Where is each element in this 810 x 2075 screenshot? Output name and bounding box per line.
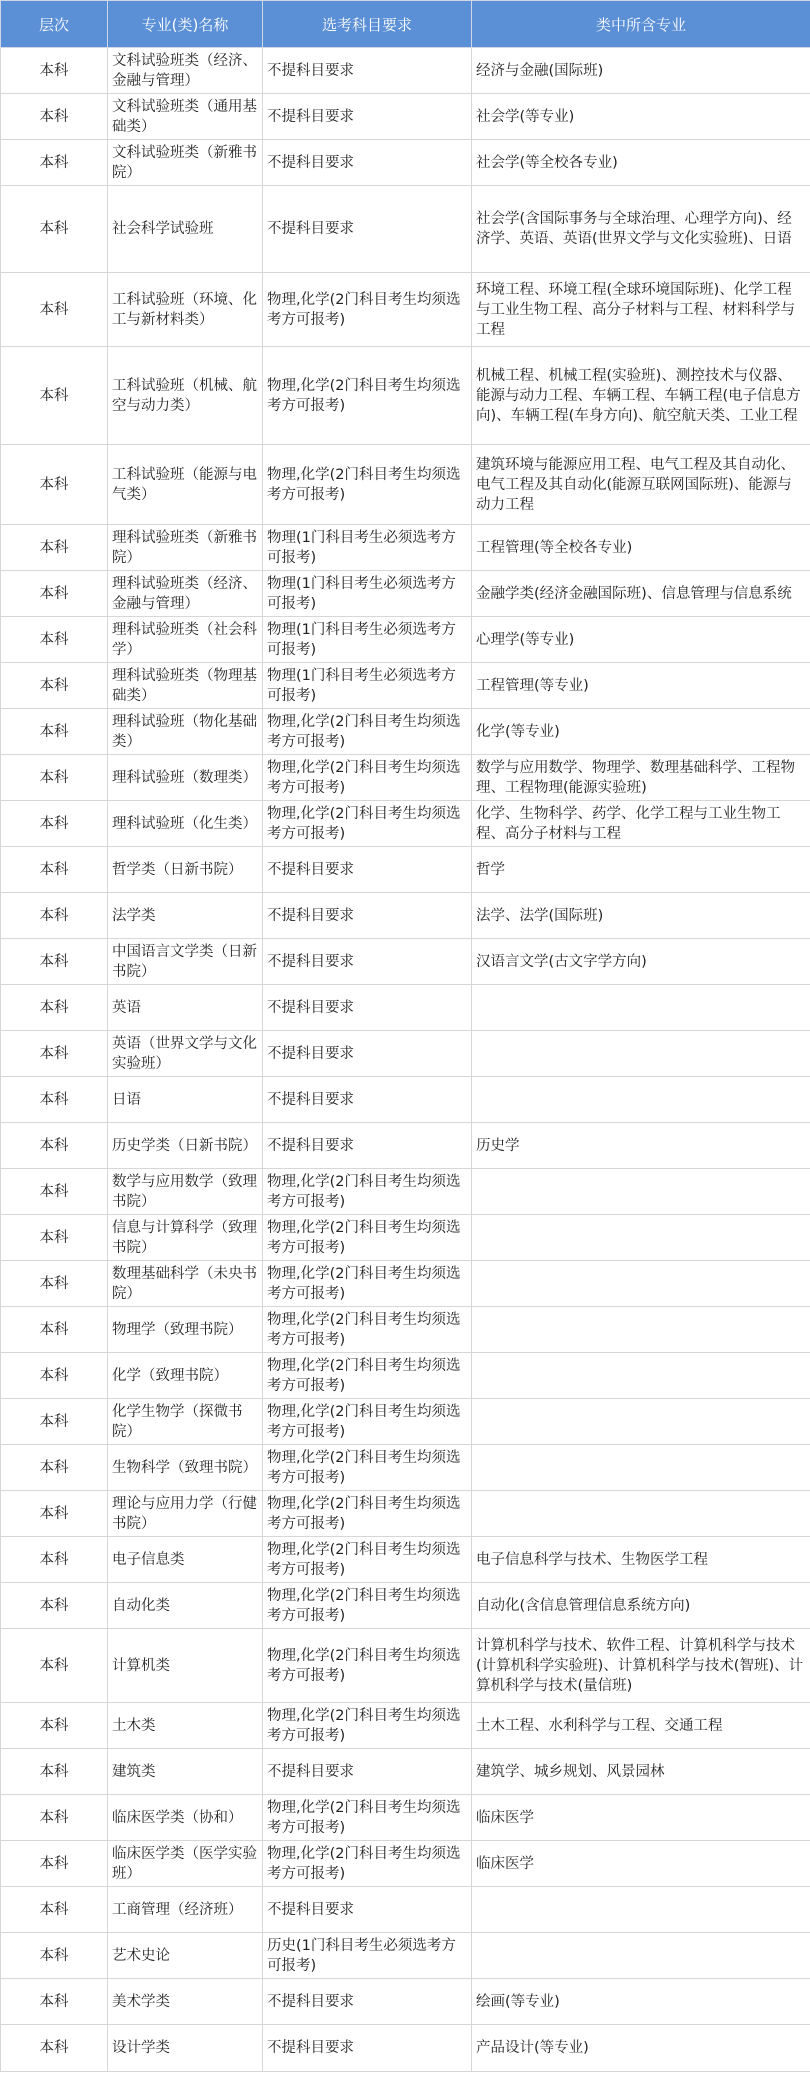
included-majors-cell: 产品设计(等专业) <box>472 2025 810 2072</box>
table-row <box>1 571 810 617</box>
subject-requirement-cell: 物理,化学(2门科目考生均须选考方可报考) <box>263 347 472 445</box>
major-name-cell: 工科试验班（环境、化工与新材料类） <box>108 273 263 347</box>
included-majors-cell: 自动化(含信息管理信息系统方向) <box>472 1583 810 1629</box>
subject-requirement-cell: 物理,化学(2门科目考生均须选考方可报考) <box>263 1629 472 1703</box>
included-majors-cell: 历史学 <box>472 1123 810 1169</box>
major-name-cell: 生物科学（致理书院） <box>108 1445 263 1491</box>
included-majors-cell <box>472 1353 810 1399</box>
table-row <box>1 1399 810 1445</box>
included-majors-cell: 化学、生物科学、药学、化学工程与工业生物工程、高分子材料与工程 <box>472 801 810 847</box>
included-majors-cell: 汉语言文学(古文字学方向) <box>472 939 810 985</box>
table-row <box>1 48 810 94</box>
major-name-cell: 理论与应用力学（行健书院） <box>108 1491 263 1537</box>
header-subject-requirement: 选考科目要求 <box>263 1 472 48</box>
subject-requirement-cell: 不提科目要求 <box>263 1123 472 1169</box>
level-cell: 本科 <box>1 525 108 571</box>
table-row <box>1 1795 810 1841</box>
table-row <box>1 1261 810 1307</box>
level-cell: 本科 <box>1 663 108 709</box>
subject-requirement-cell: 物理,化学(2门科目考生均须选考方可报考) <box>263 1583 472 1629</box>
level-cell: 本科 <box>1 347 108 445</box>
subject-requirement-cell: 物理,化学(2门科目考生均须选考方可报考) <box>263 1537 472 1583</box>
level-cell: 本科 <box>1 1399 108 1445</box>
level-cell: 本科 <box>1 985 108 1031</box>
included-majors-cell: 计算机科学与技术、软件工程、计算机科学与技术(计算机科学实验班)、计算机科学与技术(智班)、计算机科学与技术(量信班) <box>472 1629 810 1703</box>
level-cell: 本科 <box>1 1123 108 1169</box>
subject-requirement-cell: 物理,化学(2门科目考生均须选考方可报考) <box>263 1703 472 1749</box>
table-row <box>1 709 810 755</box>
major-name-cell: 美术学类 <box>108 1979 263 2025</box>
level-cell: 本科 <box>1 755 108 801</box>
included-majors-cell: 工程管理(等全校各专业) <box>472 525 810 571</box>
subject-requirement-cell: 不提科目要求 <box>263 1887 472 1933</box>
table-row <box>1 525 810 571</box>
table-row <box>1 273 810 347</box>
major-name-cell: 历史学类（日新书院） <box>108 1123 263 1169</box>
included-majors-cell <box>472 1215 810 1261</box>
level-cell: 本科 <box>1 140 108 186</box>
subject-requirement-cell: 物理,化学(2门科目考生均须选考方可报考) <box>263 801 472 847</box>
subject-requirement-cell: 物理(1门科目考生必须选考方可报考) <box>263 525 472 571</box>
included-majors-cell <box>472 1031 810 1077</box>
level-cell: 本科 <box>1 273 108 347</box>
included-majors-cell: 经济与金融(国际班) <box>472 48 810 94</box>
table-row <box>1 94 810 140</box>
table-row <box>1 1979 810 2025</box>
level-cell: 本科 <box>1 1887 108 1933</box>
table-row <box>1 1491 810 1537</box>
included-majors-cell <box>472 1399 810 1445</box>
level-cell: 本科 <box>1 1077 108 1123</box>
subject-requirement-cell: 不提科目要求 <box>263 186 472 273</box>
subject-requirement-cell: 物理,化学(2门科目考生均须选考方可报考) <box>263 1169 472 1215</box>
subject-requirement-cell: 不提科目要求 <box>263 48 472 94</box>
included-majors-cell: 建筑学、城乡规划、风景园林 <box>472 1749 810 1795</box>
table-row <box>1 755 810 801</box>
major-name-cell: 工商管理（经济班） <box>108 1887 263 1933</box>
level-cell: 本科 <box>1 801 108 847</box>
major-name-cell: 工科试验班（机械、航空与动力类） <box>108 347 263 445</box>
subject-requirement-cell: 物理,化学(2门科目考生均须选考方可报考) <box>263 1795 472 1841</box>
major-name-cell: 理科试验班类（物理基础类） <box>108 663 263 709</box>
table-row <box>1 1445 810 1491</box>
level-cell: 本科 <box>1 48 108 94</box>
major-name-cell: 临床医学类（协和） <box>108 1795 263 1841</box>
major-name-cell: 化学生物学（探微书院） <box>108 1399 263 1445</box>
subject-requirement-cell: 物理,化学(2门科目考生均须选考方可报考) <box>263 1215 472 1261</box>
level-cell: 本科 <box>1 186 108 273</box>
table-row <box>1 1169 810 1215</box>
major-name-cell: 数学与应用数学（致理书院） <box>108 1169 263 1215</box>
major-name-cell: 理科试验班（物化基础类） <box>108 709 263 755</box>
table-row <box>1 347 810 445</box>
level-cell: 本科 <box>1 1629 108 1703</box>
included-majors-cell: 法学、法学(国际班) <box>472 893 810 939</box>
subject-requirement-cell: 物理,化学(2门科目考生均须选考方可报考) <box>263 1445 472 1491</box>
table-row <box>1 186 810 273</box>
table-row <box>1 1215 810 1261</box>
level-cell: 本科 <box>1 1537 108 1583</box>
table-row <box>1 939 810 985</box>
included-majors-cell: 土木工程、水利科学与工程、交通工程 <box>472 1703 810 1749</box>
table-row <box>1 445 810 525</box>
major-name-cell: 哲学类（日新书院） <box>108 847 263 893</box>
table-row <box>1 1353 810 1399</box>
table-row <box>1 1583 810 1629</box>
included-majors-cell: 建筑环境与能源应用工程、电气工程及其自动化、电气工程及其自动化(能源互联网国际班)、能源与动力工程 <box>472 445 810 525</box>
major-name-cell: 文科试验班类（通用基础类） <box>108 94 263 140</box>
level-cell: 本科 <box>1 1749 108 1795</box>
table-row <box>1 1629 810 1703</box>
table-row <box>1 663 810 709</box>
major-name-cell: 英语（世界文学与文化实验班） <box>108 1031 263 1077</box>
included-majors-cell: 哲学 <box>472 847 810 893</box>
included-majors-cell: 绘画(等专业) <box>472 1979 810 2025</box>
included-majors-cell: 金融学类(经济金融国际班)、信息管理与信息系统 <box>472 571 810 617</box>
subject-requirement-cell: 不提科目要求 <box>263 1979 472 2025</box>
subject-requirement-cell: 物理,化学(2门科目考生均须选考方可报考) <box>263 1353 472 1399</box>
major-name-cell: 文科试验班类（经济、金融与管理） <box>108 48 263 94</box>
level-cell: 本科 <box>1 893 108 939</box>
table-row <box>1 2025 810 2072</box>
major-name-cell: 英语 <box>108 985 263 1031</box>
major-name-cell: 设计学类 <box>108 2025 263 2072</box>
subject-requirement-cell: 物理,化学(2门科目考生均须选考方可报考) <box>263 445 472 525</box>
included-majors-cell: 机械工程、机械工程(实验班)、测控技术与仪器、能源与动力工程、车辆工程、车辆工程(电子信息方向)、车辆工程(车身方向)、航空航天类、工业工程 <box>472 347 810 445</box>
table-row <box>1 140 810 186</box>
level-cell: 本科 <box>1 1703 108 1749</box>
included-majors-cell: 临床医学 <box>472 1795 810 1841</box>
subject-requirement-cell: 不提科目要求 <box>263 893 472 939</box>
header-included-majors: 类中所含专业 <box>472 1 810 48</box>
level-cell: 本科 <box>1 2025 108 2072</box>
subject-requirement-cell: 不提科目要求 <box>263 94 472 140</box>
major-name-cell: 土木类 <box>108 1703 263 1749</box>
subject-requirement-cell: 物理,化学(2门科目考生均须选考方可报考) <box>263 709 472 755</box>
level-cell: 本科 <box>1 1583 108 1629</box>
subject-requirement-cell: 不提科目要求 <box>263 847 472 893</box>
subject-requirement-cell: 不提科目要求 <box>263 985 472 1031</box>
table-row <box>1 893 810 939</box>
major-name-cell: 理科试验班类（新雅书院） <box>108 525 263 571</box>
level-cell: 本科 <box>1 1215 108 1261</box>
major-name-cell: 物理学（致理书院） <box>108 1307 263 1353</box>
subject-requirement-cell: 物理,化学(2门科目考生均须选考方可报考) <box>263 1261 472 1307</box>
subject-requirement-cell: 不提科目要求 <box>263 2025 472 2072</box>
included-majors-cell: 社会学(等全校各专业) <box>472 140 810 186</box>
table-row <box>1 1031 810 1077</box>
major-name-cell: 数理基础科学（未央书院） <box>108 1261 263 1307</box>
table-row <box>1 1537 810 1583</box>
level-cell: 本科 <box>1 1933 108 1979</box>
table-row <box>1 1307 810 1353</box>
major-name-cell: 工科试验班（能源与电气类） <box>108 445 263 525</box>
major-name-cell: 社会科学试验班 <box>108 186 263 273</box>
table-row <box>1 1887 810 1933</box>
major-name-cell: 理科试验班类（社会科学） <box>108 617 263 663</box>
subject-requirement-cell: 物理(1门科目考生必须选考方可报考) <box>263 617 472 663</box>
subject-requirement-cell: 不提科目要求 <box>263 1749 472 1795</box>
level-cell: 本科 <box>1 1979 108 2025</box>
table-row <box>1 1749 810 1795</box>
major-name-cell: 计算机类 <box>108 1629 263 1703</box>
table-row <box>1 1077 810 1123</box>
major-name-cell: 文科试验班类（新雅书院） <box>108 140 263 186</box>
major-name-cell: 自动化类 <box>108 1583 263 1629</box>
table-row <box>1 801 810 847</box>
level-cell: 本科 <box>1 1169 108 1215</box>
major-name-cell: 信息与计算科学（致理书院） <box>108 1215 263 1261</box>
included-majors-cell: 工程管理(等专业) <box>472 663 810 709</box>
major-name-cell: 法学类 <box>108 893 263 939</box>
table-row <box>1 1933 810 1979</box>
level-cell: 本科 <box>1 1261 108 1307</box>
major-name-cell: 电子信息类 <box>108 1537 263 1583</box>
subject-requirement-cell: 物理,化学(2门科目考生均须选考方可报考) <box>263 755 472 801</box>
included-majors-cell: 化学(等专业) <box>472 709 810 755</box>
subject-requirement-cell: 不提科目要求 <box>263 939 472 985</box>
level-cell: 本科 <box>1 617 108 663</box>
subject-requirement-cell: 不提科目要求 <box>263 1031 472 1077</box>
table-row <box>1 1123 810 1169</box>
included-majors-cell <box>472 1887 810 1933</box>
level-cell: 本科 <box>1 1841 108 1887</box>
major-name-cell: 理科试验班（化生类） <box>108 801 263 847</box>
included-majors-cell: 社会学(等专业) <box>472 94 810 140</box>
included-majors-cell <box>472 1307 810 1353</box>
header-level: 层次 <box>1 1 108 48</box>
major-name-cell: 化学（致理书院） <box>108 1353 263 1399</box>
included-majors-cell <box>472 1445 810 1491</box>
included-majors-cell: 环境工程、环境工程(全球环境国际班)、化学工程与工业生物工程、高分子材料与工程、材料科学与工程 <box>472 273 810 347</box>
subject-requirement-cell: 物理(1门科目考生必须选考方可报考) <box>263 663 472 709</box>
level-cell: 本科 <box>1 445 108 525</box>
major-name-cell: 建筑类 <box>108 1749 263 1795</box>
included-majors-cell <box>472 985 810 1031</box>
major-name-cell: 日语 <box>108 1077 263 1123</box>
major-name-cell: 临床医学类（医学实验班） <box>108 1841 263 1887</box>
subject-requirement-cell: 物理(1门科目考生必须选考方可报考) <box>263 571 472 617</box>
included-majors-cell <box>472 1169 810 1215</box>
subject-requirement-cell: 历史(1门科目考生必须选考方可报考) <box>263 1933 472 1979</box>
subject-requirement-cell: 物理,化学(2门科目考生均须选考方可报考) <box>263 1399 472 1445</box>
major-name-cell: 艺术史论 <box>108 1933 263 1979</box>
included-majors-cell <box>472 1261 810 1307</box>
subject-requirement-cell: 不提科目要求 <box>263 140 472 186</box>
included-majors-cell <box>472 1077 810 1123</box>
included-majors-cell: 电子信息科学与技术、生物医学工程 <box>472 1537 810 1583</box>
level-cell: 本科 <box>1 1307 108 1353</box>
table-row <box>1 1841 810 1887</box>
included-majors-cell: 数学与应用数学、物理学、数理基础科学、工程物理、工程物理(能源实验班) <box>472 755 810 801</box>
major-name-cell: 理科试验班（数理类） <box>108 755 263 801</box>
subject-requirement-cell: 物理,化学(2门科目考生均须选考方可报考) <box>263 1307 472 1353</box>
subject-requirement-cell: 不提科目要求 <box>263 1077 472 1123</box>
level-cell: 本科 <box>1 939 108 985</box>
table-row <box>1 617 810 663</box>
major-name-cell: 中国语言文学类（日新书院） <box>108 939 263 985</box>
included-majors-cell: 心理学(等专业) <box>472 617 810 663</box>
subject-requirement-cell: 物理,化学(2门科目考生均须选考方可报考) <box>263 1491 472 1537</box>
included-majors-cell <box>472 1491 810 1537</box>
table-row <box>1 985 810 1031</box>
header-row <box>1 1 810 48</box>
table-row <box>1 1703 810 1749</box>
table-body <box>1 48 810 2072</box>
major-name-cell: 理科试验班类（经济、金融与管理） <box>108 571 263 617</box>
level-cell: 本科 <box>1 571 108 617</box>
subject-requirement-cell: 物理,化学(2门科目考生均须选考方可报考) <box>263 273 472 347</box>
level-cell: 本科 <box>1 1795 108 1841</box>
included-majors-cell: 临床医学 <box>472 1841 810 1887</box>
level-cell: 本科 <box>1 709 108 755</box>
level-cell: 本科 <box>1 847 108 893</box>
level-cell: 本科 <box>1 1491 108 1537</box>
included-majors-cell <box>472 1933 810 1979</box>
level-cell: 本科 <box>1 1031 108 1077</box>
header-major-name: 专业(类)名称 <box>108 1 263 48</box>
level-cell: 本科 <box>1 1445 108 1491</box>
included-majors-cell: 社会学(含国际事务与全球治理、心理学方向)、经济学、英语、英语(世界文学与文化实验班)、日语 <box>472 186 810 273</box>
subject-requirement-cell: 物理,化学(2门科目考生均须选考方可报考) <box>263 1841 472 1887</box>
table-row <box>1 847 810 893</box>
level-cell: 本科 <box>1 94 108 140</box>
level-cell: 本科 <box>1 1353 108 1399</box>
